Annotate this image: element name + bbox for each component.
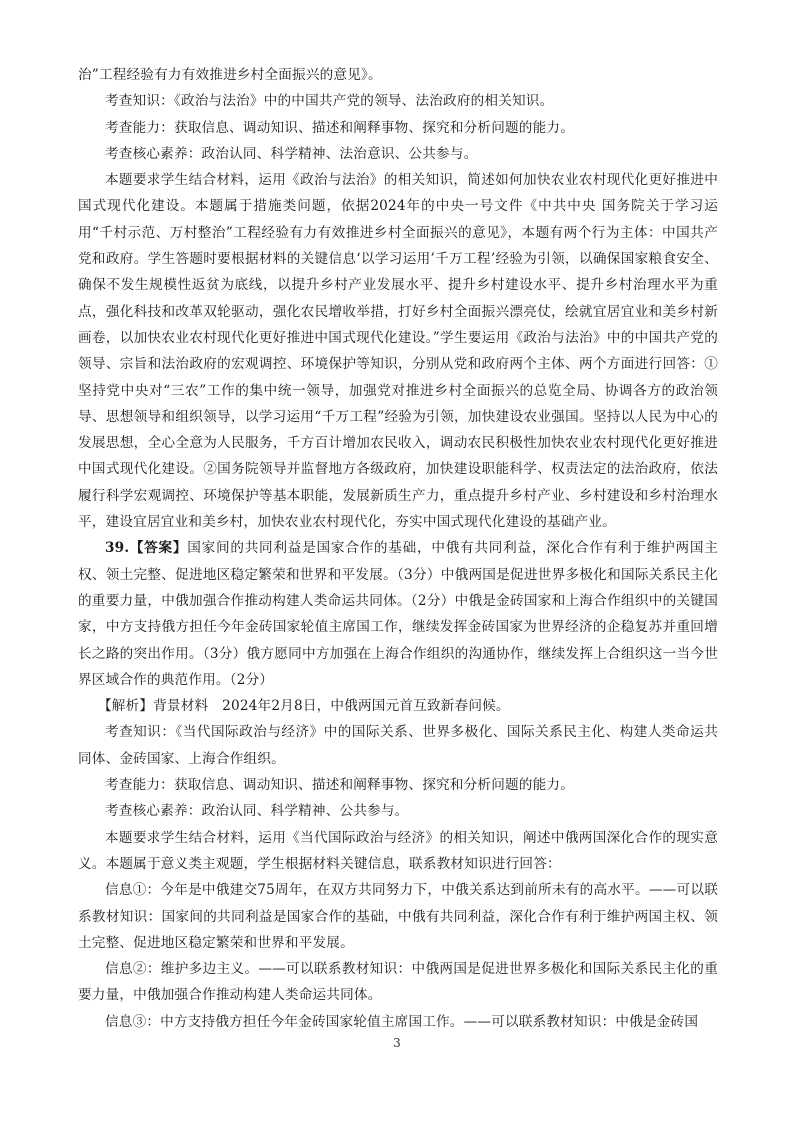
question-number: 39. [105, 540, 130, 557]
paragraph-knowledge-2: 考查知识：《当代国际政治与经济》中的国际关系、世界多极化、国际关系民主化、构建人类命运共同体、金砖国家、上海合作组织。 [78, 724, 718, 767]
paragraph-info-1: 信息①：今年是中俄建交75周年，在双方共同努力下，中俄关系达到前所未有的高水平。——可以联系教材知识：国家间的共同利益是国家合作的基础，中俄有共同利益，深化合作有利于维护两国主权、领土完整、促进地区稳定繁荣和世界和平发展。 [78, 882, 718, 951]
paragraph-analysis-2: 本题要求学生结合材料，运用《当代国际政治与经济》的相关知识，阐述中俄两国深化合作的现实意义。本题属于意义类主观题，学生根据材料关键信息，联系教材知识进行回答： [78, 829, 718, 872]
answer-text: 国家间的共同利益是国家合作的基础，中俄有共同利益，深化合作有利于维护两国主权、领土完整、促进地区稳定繁荣和世界和平发展。（3分）中俄两国是促进世界多极化和国际关系民主化的重要力量，中俄加强合作推动构建人类命运共同体。（2分）中俄是金砖国家和上海合作组织中的关键国家，中方支持俄方担任今年金砖国家轮值主席国工作，继续发挥金砖国家为世界经济的企稳复苏并重回增长之路的突出作用。（3分）俄方愿同中方加强在上海合作组织的沟通协作，继续发挥上合组织这一当今世界区域合作的典范作用。（2分） [78, 540, 718, 688]
document-body [78, 62, 718, 1035]
paragraph-ability-1: 考查能力：获取信息、调动知识、描述和阐释事物、探究和分析问题的能力。 [105, 119, 574, 136]
paragraph-literacy-2: 考查核心素养：政治认同、科学精神、公共参与。 [105, 803, 409, 820]
paragraph-analysis-label: 【解析】背景材料 2024年2月8日，中俄两国元首互致新春问候。 [98, 698, 510, 715]
page-number: 3 [393, 1036, 401, 1050]
paragraph-continuation: 治”工程经验有力有效推进乡村全面振兴的意见》。 [78, 67, 382, 83]
paragraph-answer-39 [78, 535, 718, 693]
paragraph-knowledge-1: 考查知识：《政治与法治》中的中国共产党的领导、法治政府的相关知识。 [105, 93, 554, 110]
paragraph-ability-2: 考查能力：获取信息、调动知识、描述和阐释事物、探究和分析问题的能力。 [105, 777, 574, 794]
answer-label: 【答案】 [129, 540, 188, 557]
paragraph-analysis-1: 本题要求学生结合材料，运用《政治与法治》的相关知识，简述如何加快农业农村现代化更好推进中国式现代化建设。本题属于措施类问题，依据2024年的中央一号文件《中共中央 国务院关于学习运用“千村示范、万村整治”工程经验有力有效推进乡村全面振兴的意见》，本题有两个行为主体：中国共产党和政府。学生答题时要根据材料的关键信息‘以学习运用’千万工程’经验为引领，以确保国家粮食安全、确保不发生规模性返贫为底线，以提升乡村产业发展水平、提升乡村建设水平、提升乡村治理水平为重点，强化科技和改革双轮驱动，强化农民增收举措，打好乡村全面振兴漂亮仗，绘就宜居宜业和美乡村新画卷，以加快农业农村现代化更好推进中国式现代化建设。”学生要运用《政治与法治》中的中国共产党的领导、宗旨和法治政府的宏观调控、环境保护等知识，分别从党和政府两个主体、两个方面进行回答：①坚持党中央对“三农”工作的集中统一领导，加强党对推进乡村全面振兴的总览全局、协调各方的政治领导、思想领导和组织领导，以学习运用“千万工程”经验为引领，加快建设农业强国。坚持以人民为中心的发展思想，全心全意为人民服务，千方百计增加农民收入，调动农民积极性加快农业农村现代化更好推进中国式现代化建设。②国务院领导并监督地方各级政府，加快建设职能科学、权责法定的法治政府，依法履行科学宏观调控、环境保护等基本职能，发展新质生产力，重点提升乡村产业、乡村建设和乡村治理水平，建设宜居宜业和美乡村，加快农业农村现代化，夯实中国式现代化建设的基础产业。 [78, 172, 718, 531]
paragraph-literacy-1: 考查核心素养：政治认同、科学精神、法治意识、公共参与。 [105, 145, 478, 162]
paragraph-info-3: 信息③：中方支持俄方担任今年金砖国家轮值主席国工作。——可以联系教材知识：中俄是金砖国 [105, 1013, 699, 1030]
paragraph-info-2: 信息②：维护多边主义。——可以联系教材知识：中俄两国是促进世界多极化和国际关系民主化的重要力量，中俄加强合作推动构建人类命运共同体。 [78, 961, 718, 1004]
